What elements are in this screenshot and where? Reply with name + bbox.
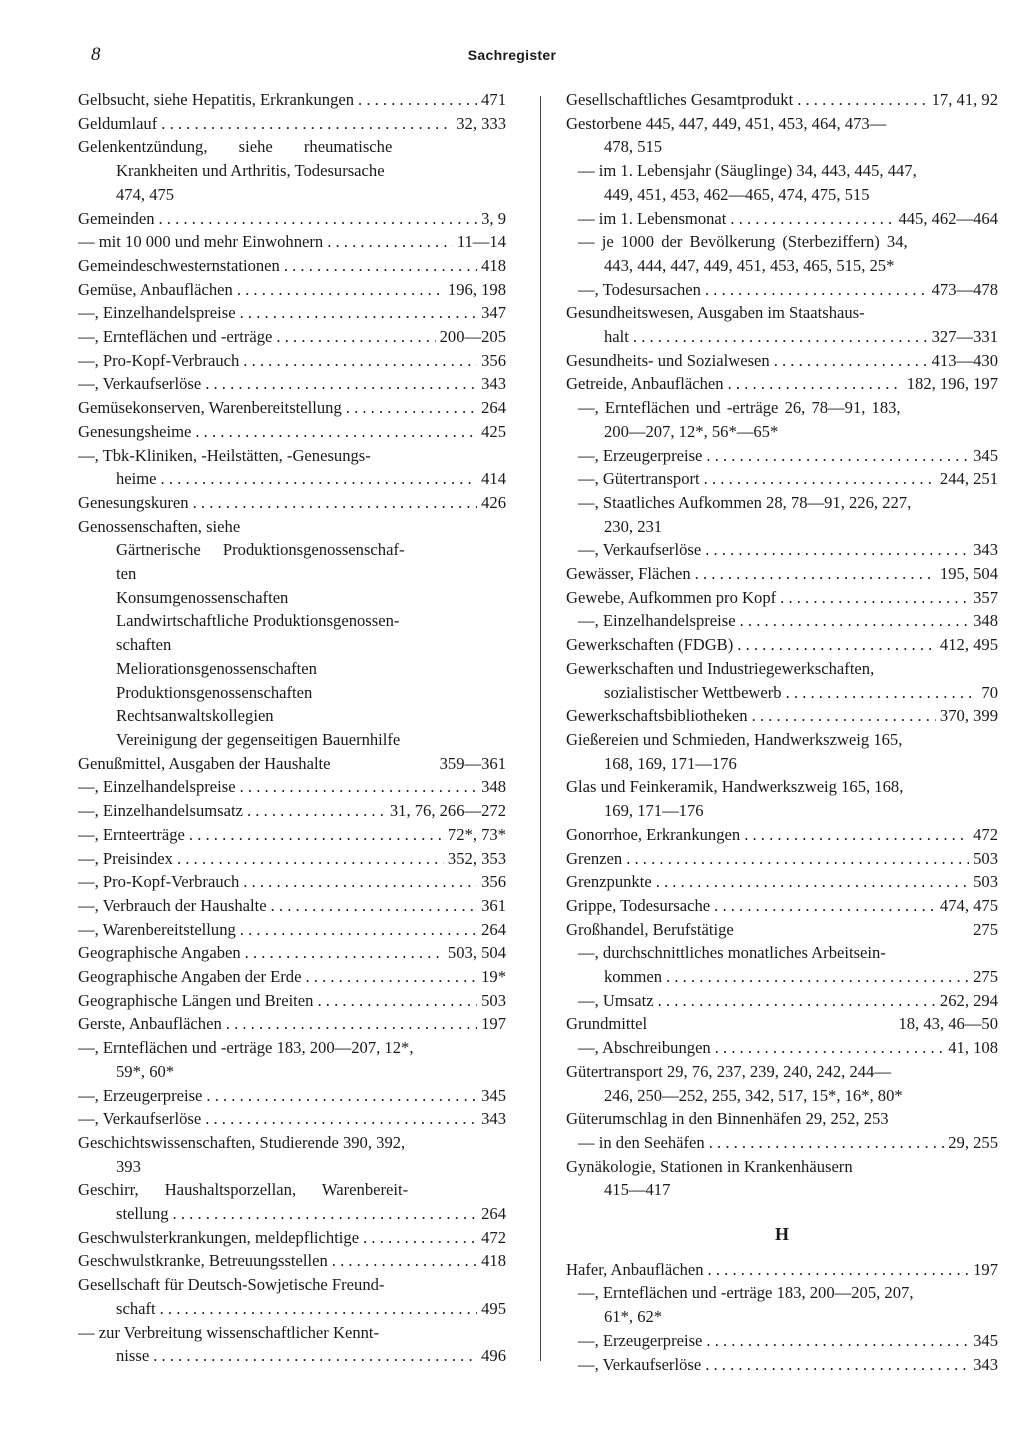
index-entry: Güterumschlag in den Binnenhäfen 29, 252, 253 <box>566 1109 889 1129</box>
index-column-right <box>566 88 998 1376</box>
index-subentry: —, Warenbereitstellung . . . 264 <box>78 918 506 942</box>
index-entry: Genesungsheime . . . 425 <box>78 420 506 444</box>
index-entry: Gestorbene 445, 447, 449, 451, 453, 464, 473— <box>566 113 887 133</box>
index-entry: Glas und Feinkeramik, Handwerkszweig 165, 168, <box>566 777 904 797</box>
index-subentry: —, Pro-Kopf-Verbrauch . . . 356 <box>78 349 506 373</box>
index-entry: Genußmittel, Ausgaben der Haushalte 359—361 <box>78 753 506 773</box>
index-entry: Geschwulstkranke, Betreuungsstellen . . . 418 <box>78 1249 506 1273</box>
index-subentry: —, Ernteflächen und -erträge 183, 200—207, 12*, <box>78 1038 414 1058</box>
index-subentry: —, Einzelhandelspreise . . . 347 <box>78 301 506 325</box>
index-entry: Gelbsucht, siehe Hepatitis, Erkrankungen . . . 471 <box>78 88 506 112</box>
index-entry: Getreide, Anbauflächen . . . 182, 196, 197 <box>566 372 998 396</box>
index-entry-continuation: 168, 169, 171—176 <box>604 753 737 773</box>
index-subentry: —, Ernteerträge . . . 72*, 73* <box>78 823 506 847</box>
index-entry: Gießereien und Schmieden, Handwerkszweig 165, <box>566 729 903 749</box>
index-entry: Gesundheitswesen, Ausgaben im Staatshaus- <box>566 303 865 323</box>
column-divider <box>540 96 541 1361</box>
index-subentry: —, Abschreibungen . . . 41, 108 <box>566 1036 998 1060</box>
cross-reference: Landwirtschaftliche Produktionsgenossen- <box>116 611 400 631</box>
index-entry-continuation: kommen . . . 275 <box>566 965 998 989</box>
cross-reference: Vereinigung der gegenseitigen Bauernhilfe <box>116 729 401 749</box>
index-subentry: —, Verkaufserlöse . . . 343 <box>78 1107 506 1131</box>
index-subentry: —, Verkaufserlöse . . . 343 <box>78 372 506 396</box>
index-entry-continuation: sozialistischer Wettbewerb . . . 70 <box>566 681 998 705</box>
index-subentry: —, Einzelhandelsumsatz . . . 31, 76, 266—272 <box>78 799 506 823</box>
index-entry-continuation: 230, 231 <box>604 516 663 536</box>
index-subentry: — im 1. Lebensmonat . . . 445, 462—464 <box>566 207 998 231</box>
index-entry: Grundmittel 18, 43, 46—50 <box>566 1014 998 1034</box>
index-entry-continuation: 393 <box>116 1156 141 1176</box>
index-subentry: — in den Seehäfen . . . 29, 255 <box>566 1131 998 1155</box>
cross-reference: Meliorationsgenossenschaften <box>116 658 317 678</box>
index-entry: Gewerkschaften (FDGB) . . . 412, 495 <box>566 633 998 657</box>
cross-reference: Konsumgenossenschaften <box>116 587 289 607</box>
index-entry-continuation: stellung . . . 264 <box>78 1202 506 1226</box>
index-entry: Gynäkologie, Stationen in Krankenhäusern <box>566 1156 853 1176</box>
index-subentry: —, Gütertransport . . . 244, 251 <box>566 467 998 491</box>
index-entry: Geldumlauf . . . 32, 333 <box>78 112 506 136</box>
index-subentry: —, Verbrauch der Haushalte . . . 361 <box>78 894 506 918</box>
index-entry: Gemüsekonserven, Warenbereitstellung . . . 264 <box>78 396 506 420</box>
index-entry: Gelenkentzündung, siehe rheumatische <box>78 137 393 157</box>
index-entry: Gerste, Anbauflächen . . . 197 <box>78 1012 506 1036</box>
index-entry: Gemeindeschwesternstationen . . . 418 <box>78 254 506 278</box>
index-entry-continuation: 61*, 62* <box>604 1307 663 1327</box>
index-entry: Hafer, Anbauflächen . . . 197 <box>566 1258 998 1282</box>
index-entry: Grenzen . . . 503 <box>566 847 998 871</box>
index-entry: Gemüse, Anbauflächen . . . 196, 198 <box>78 278 506 302</box>
page-number: 8 <box>91 44 101 65</box>
index-entry-continuation: 246, 250—252, 255, 342, 517, 15*, 16*, 80* <box>604 1085 903 1105</box>
index-entry: Gewerkschaften und Industriegewerkschaften, <box>566 658 875 678</box>
index-entry: Gesellschaft für Deutsch-Sowjetische Freund- <box>78 1275 385 1295</box>
index-entry-continuation: halt . . . 327—331 <box>566 325 998 349</box>
index-subentry: — zur Verbreitung wissenschaftlicher Kennt- <box>78 1322 380 1342</box>
index-entry: Geschwulsterkrankungen, meldepflichtige . . . 472 <box>78 1226 506 1250</box>
index-entry-continuation: 415—417 <box>604 1180 671 1200</box>
index-entry: Gewebe, Aufkommen pro Kopf . . . 357 <box>566 586 998 610</box>
index-subentry: —, Pro-Kopf-Verbrauch . . . 356 <box>78 870 506 894</box>
index-subentry: —, Umsatz . . . 262, 294 <box>566 989 998 1013</box>
index-entry: Geographische Längen und Breiten . . . 503 <box>78 989 506 1013</box>
index-subentry: —, Verkaufserlöse . . . 343 <box>566 538 998 562</box>
index-entry: Grenzpunkte . . . 503 <box>566 870 998 894</box>
index-entry: Geschichtswissenschaften, Studierende 390, 392, <box>78 1132 406 1152</box>
index-subentry: —, Staatliches Aufkommen 28, 78—91, 226, 227, <box>578 492 912 512</box>
index-subentry: — mit 10 000 und mehr Einwohnern . . . 11—14 <box>78 230 506 254</box>
index-subentry: —, durchschnittliches monatliches Arbeitsein- <box>578 943 886 963</box>
index-entry: Geschirr, Haushaltsporzellan, Warenbereit- <box>78 1180 409 1200</box>
index-subentry: —, Verkaufserlöse . . . 343 <box>566 1353 998 1377</box>
index-entry: Geographische Angaben . . . 503, 504 <box>78 941 506 965</box>
index-subentry: —, Todesursachen . . . 473—478 <box>566 278 998 302</box>
index-entry: Genesungskuren . . . 426 <box>78 491 506 515</box>
index-entry: Gesellschaftliches Gesamtprodukt . . . 17, 41, 92 <box>566 88 998 112</box>
index-entry-continuation: 200—207, 12*, 56*—65* <box>604 421 779 441</box>
index-subentry: —, Erzeugerpreise . . . 345 <box>78 1084 506 1108</box>
index-entry: Gütertransport 29, 76, 237, 239, 240, 242, 244— <box>566 1061 891 1081</box>
index-entry: Gonorrhoe, Erkrankungen . . . 472 <box>566 823 998 847</box>
index-entry-continuation: schaft . . . 495 <box>78 1297 506 1321</box>
index-column-left <box>78 88 506 1368</box>
index-subentry: — je 1000 der Bevölkerung (Sterbeziffern) 34, <box>578 232 908 252</box>
index-entry-continuation: 169, 171—176 <box>604 801 704 821</box>
index-subentry: — im 1. Lebensjahr (Säuglinge) 34, 443, 445, 447, <box>578 161 917 181</box>
index-entry-continuation: nisse . . . 496 <box>78 1344 506 1368</box>
cross-reference: Gärtnerische Produktionsgenossenschaf- <box>116 540 405 560</box>
index-entry: Gesundheits- und Sozialwesen . . . 413—430 <box>566 349 998 373</box>
index-entry: Gewässer, Flächen . . . 195, 504 <box>566 562 998 586</box>
running-head: Sachregister <box>467 47 557 63</box>
index-subentry: —, Ernteflächen und -erträge . . . 200—205 <box>78 325 506 349</box>
cross-reference-continuation: ten <box>116 564 137 584</box>
section-letter-heading: H <box>774 1224 789 1245</box>
index-subentry: —, Einzelhandelspreise . . . 348 <box>566 609 998 633</box>
index-entry: Gemeinden . . . 3, 9 <box>78 207 506 231</box>
index-subentry: —, Ernteflächen und -erträge 183, 200—205, 207, <box>578 1283 914 1303</box>
index-subentry: —, Einzelhandelspreise . . . 348 <box>78 775 506 799</box>
index-entry: Großhandel, Berufstätige 275 <box>566 919 998 939</box>
index-subentry: —, Preisindex . . . 352, 353 <box>78 847 506 871</box>
index-entry-continuation: 474, 475 <box>116 184 175 204</box>
index-entry: Grippe, Todesursache . . . 474, 475 <box>566 894 998 918</box>
index-entry-continuation: Krankheiten und Arthritis, Todesursache <box>116 161 385 181</box>
index-subentry: —, Erzeugerpreise . . . 345 <box>566 444 998 468</box>
index-entry: Genossenschaften, siehe <box>78 516 241 536</box>
index-subentry: —, Ernteflächen und -erträge 26, 78—91, 183, <box>578 398 901 418</box>
index-entry-continuation: 478, 515 <box>604 137 663 157</box>
index-subentry: —, Erzeugerpreise . . . 345 <box>566 1329 998 1353</box>
index-entry: Geographische Angaben der Erde . . . 19* <box>78 965 506 989</box>
index-entry-continuation: 449, 451, 453, 462—465, 474, 475, 515 <box>604 184 870 204</box>
index-entry-continuation: 443, 444, 447, 449, 451, 453, 465, 515, 25* <box>604 255 895 275</box>
index-entry-continuation: heime . . . 414 <box>78 467 506 491</box>
index-entry-continuation: 59*, 60* <box>116 1061 175 1081</box>
cross-reference: Produktionsgenossenschaften <box>116 682 313 702</box>
index-entry: Gewerkschaftsbibliotheken . . . 370, 399 <box>566 704 998 728</box>
cross-reference: Rechtsanwaltskollegien <box>116 706 274 726</box>
index-subentry: —, Tbk-Kliniken, -Heilstätten, -Genesungs- <box>78 445 371 465</box>
cross-reference-continuation: schaften <box>116 635 172 655</box>
